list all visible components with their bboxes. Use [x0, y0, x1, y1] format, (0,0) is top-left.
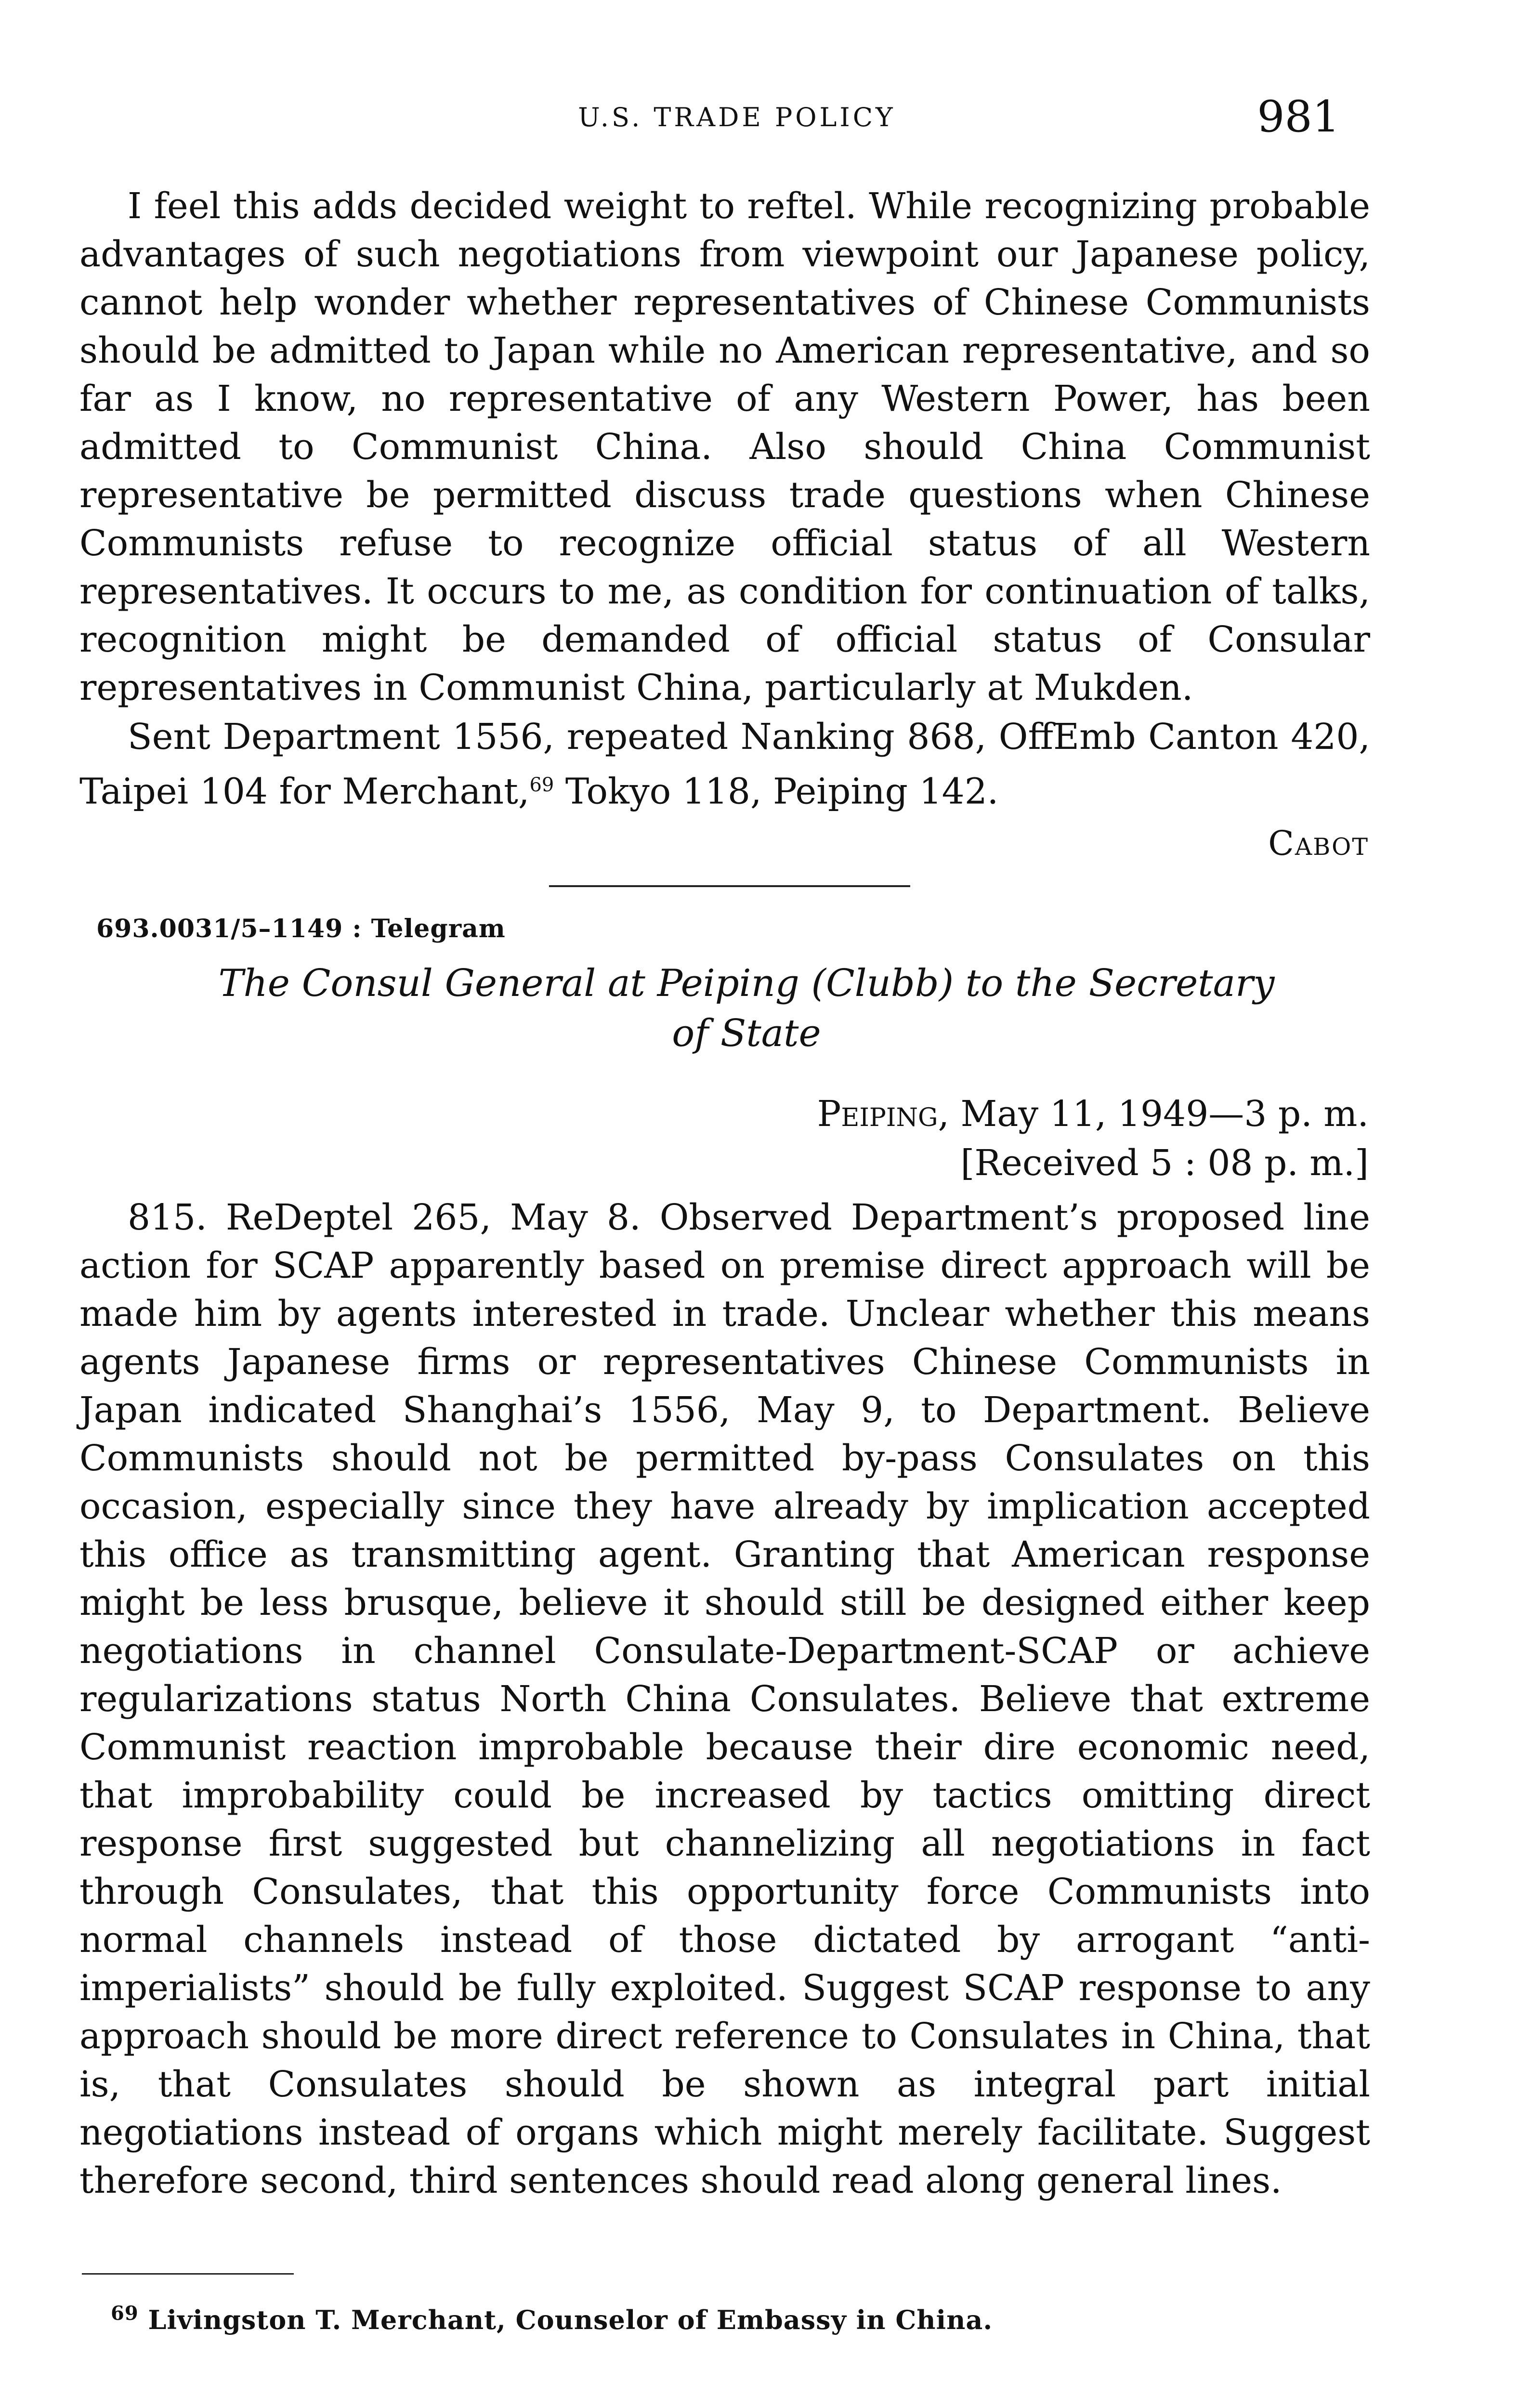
cabot-paragraph-2-text-a: Sent Department 1556, repeated Nanking 868, OffEmb Canton 420, Taipei 104 for Merchant,: [79, 716, 1370, 812]
running-header: U.S. TRADE POLICY: [578, 102, 896, 132]
page-number: 981: [1257, 92, 1340, 142]
dateline: [817, 1093, 1369, 1135]
footnote-number: 69: [111, 2302, 139, 2325]
footnote: [111, 2302, 993, 2335]
signature-cabot: Cabot: [1268, 824, 1369, 863]
cabot-paragraph-1: [79, 182, 1370, 712]
footnote-reference: 69: [529, 774, 554, 796]
section-divider: [549, 885, 910, 887]
telegram-heading-line-2: of State: [672, 1012, 821, 1055]
cabot-paragraph-2: [79, 713, 1370, 816]
footnote-rule: [82, 2273, 294, 2275]
telegram-body: [79, 1193, 1370, 2205]
telegram-heading: [144, 958, 1348, 1059]
telegram-body-text: 815. ReDeptel 265, May 8. Observed Department’s proposed line action for SCAP apparently based on premise direct approach will be made him by agents interested in trade. Unclear whether this means agents Japanese firms or representatives Chinese Communists in Japan indicated Shanghai’s 1556, May 9, to Department. Believe Communists should not be permitted by-pass Consulates on this occasion, especially since they have already by implication accepted this office as transmitting agent. Granting that American response might be less brusque, believe it should still be designed either keep negotiations in channel Consulate-Department-SCAP or achieve regularizations status North China Consulates. Believe that extreme Communist reaction improbable because their dire economic need, that improbability could be increased by tactics omitting direct response first suggested but channelizing all negotiations in fact through Consulates, that this opportunity force Communists into normal channels instead of those dictated by arrogant “anti-imperialists” should be fully exploited. Suggest SCAP response to any approach should be more direct reference to Consulates in China, that is, that Consulates should be shown as integral part initial negotiations instead of organs which might merely facilitate. Suggest therefore second, third sentences should read along general lines.: [79, 1197, 1370, 2201]
cabot-paragraph-2-text-b: Tokyo 118, Peiping 142.: [554, 771, 999, 812]
received-time: [Received 5 : 08 p. m.]: [960, 1142, 1369, 1184]
telegram-heading-line-1: The Consul General at Peiping (Clubb) to the Secretary: [218, 962, 1275, 1005]
footnote-text: Livingston T. Merchant, Counselor of Embassy in China.: [138, 2304, 993, 2335]
document-reference: 693.0031/5–1149 : Telegram: [96, 914, 506, 943]
dateline-date: May 11, 1949—3 p. m.: [949, 1093, 1369, 1135]
cabot-paragraph-1-text: I feel this adds decided weight to reftel. While recognizing probable advantages of such negotiations from viewpoint our Japanese policy, cannot help wonder whether representatives of Chinese Communists should be admitted to Japan while no American representative, and so far as I know, no representative of any Western Power, has been admitted to Communist China. Also should China Communist representative be permitted discuss trade questions when Chinese Communists refuse to recognize official status of all Western representatives. It occurs to me, as condition for continuation of talks, recognition might be demanded of official status of Consular representatives in Communist China, particularly at Mukden.: [79, 185, 1370, 708]
dateline-place: Peiping,: [817, 1093, 950, 1135]
